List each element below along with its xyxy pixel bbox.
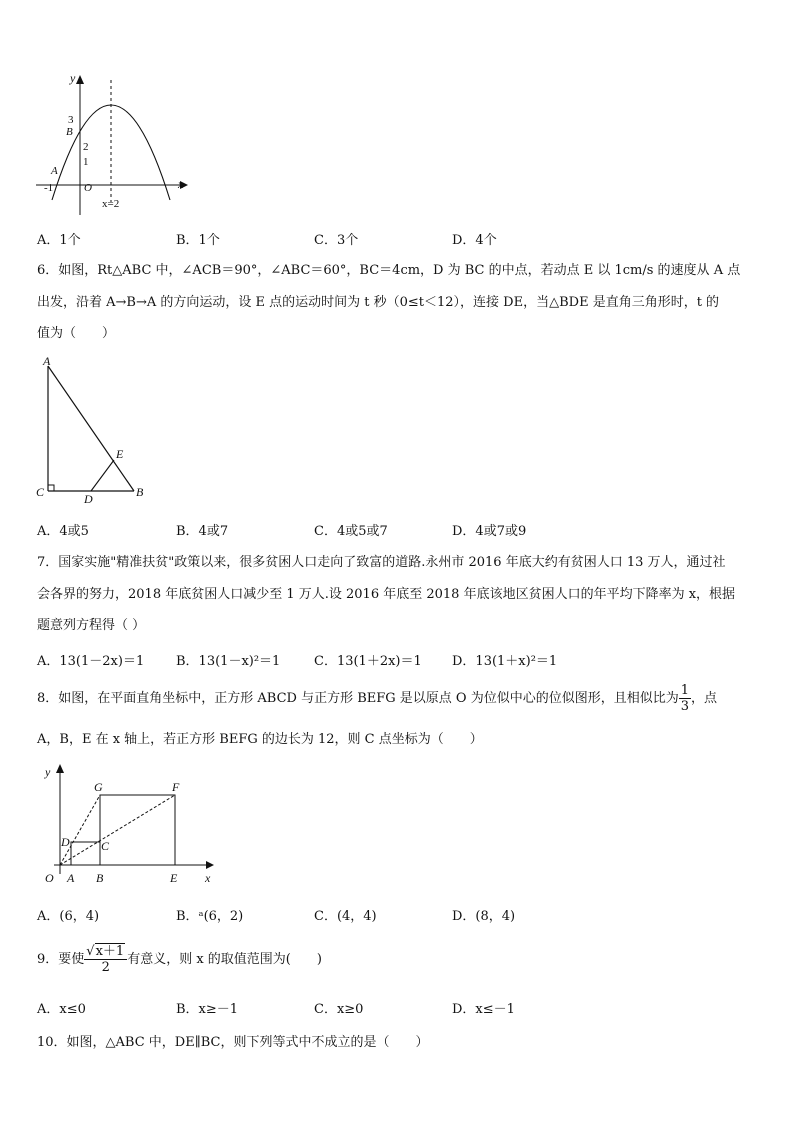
x-axis-arrow (206, 861, 214, 869)
sqrt-fraction (84, 944, 127, 975)
q6-stem-line2: 出发，沿着 A→B→A 的方向运动，设 E 点的运动时间为 t 秒（0≤t＜12），连接 DE，当△BDE 是直角三角形时，t 的 (37, 295, 720, 310)
q8-stem-line1 (37, 683, 717, 715)
q8-squares-figure (40, 760, 225, 890)
q6-option-d[interactable]: D．4或7或9 (452, 524, 527, 539)
q9-option-c[interactable]: C．x≥0 (314, 1002, 364, 1017)
similarity-ratio-fraction (679, 683, 691, 714)
q5-option-c[interactable]: C．3个 (314, 233, 359, 248)
radicand: x＋1 (95, 944, 125, 959)
vertex-A: A (43, 354, 51, 368)
point-A-label: A (51, 165, 58, 177)
y-axis-label: y (45, 765, 51, 779)
y-axis-label: y (70, 71, 76, 85)
x-axis-label: x (205, 871, 211, 885)
symmetry-axis-label: x=2 (102, 198, 120, 210)
vertex-E: E (116, 447, 124, 461)
origin-O: O (45, 871, 54, 885)
q8-stem-line1-post: ，点 (691, 691, 718, 706)
tick-3: 3 (68, 114, 74, 126)
vertex-G: G (94, 780, 103, 794)
fraction-denominator: 2 (101, 960, 110, 975)
vertex-A: A (67, 871, 75, 885)
tick-2: 2 (83, 141, 89, 153)
q9-option-d[interactable]: D．x≤－1 (452, 1002, 515, 1017)
q9-option-b[interactable]: B．x≥－1 (176, 1002, 239, 1017)
origin-label: O (84, 182, 92, 194)
q9-stem-post: 有意义，则 x 的取值范围为( ) (127, 952, 322, 967)
ratio-denominator: 3 (680, 699, 690, 714)
q5-parabola-figure (30, 70, 200, 220)
q9-stem (37, 942, 322, 978)
ratio-numerator: 1 (680, 683, 690, 698)
q6-triangle-figure (30, 352, 160, 507)
q7-stem-line1: 7．国家实施"精准扶贫"政策以来，很多贫困人口走向了致富的道路.永州市 2016 年底大约有贫困人口 13 万人，通过社 (37, 555, 726, 570)
vertex-D: D (61, 835, 70, 849)
vertex-C: C (101, 839, 110, 853)
square-ABCD (71, 842, 100, 865)
q5-option-a[interactable]: A．1个 (37, 233, 81, 248)
vertex-C: C (36, 485, 45, 499)
vertex-B: B (96, 871, 104, 885)
q9-stem-pre: 9．要使 (37, 952, 85, 967)
q7-option-a[interactable]: A．13(1－2x)＝1 (37, 654, 145, 669)
vertex-B: B (136, 485, 144, 499)
q8-option-c[interactable]: C．(4，4) (314, 909, 377, 924)
q7-option-c[interactable]: C．13(1＋2x)＝1 (314, 654, 422, 669)
q8-option-b[interactable]: B．ᵃ(6，2) (176, 909, 244, 924)
q7-option-b[interactable]: B．13(1－x)²＝1 (176, 654, 281, 669)
vertex-F: F (172, 780, 180, 794)
q5-option-b[interactable]: B．1个 (176, 233, 220, 248)
q8-option-a[interactable]: A．(6，4) (37, 909, 100, 924)
q8-option-d[interactable]: D．(8，4) (452, 909, 516, 924)
tick-1: 1 (83, 156, 89, 168)
q10-stem-line1: 10．如图，△ABC 中，DE∥BC，则下列等式中不成立的是（ ） (37, 1035, 429, 1050)
point-B-label: B (66, 126, 73, 138)
q6-option-b[interactable]: B．4或7 (176, 524, 229, 539)
right-angle-mark (48, 485, 54, 491)
vertex-D: D (84, 492, 93, 506)
q8-stem-line2: A，B，E 在 x 轴上，若正方形 BEFG 的边长为 12，则 C 点坐标为（ ） (37, 732, 483, 747)
q6-option-c[interactable]: C．4或5或7 (314, 524, 388, 539)
q6-stem-line1: 6．如图，Rt△ABC 中，∠ACB＝90°，∠ABC＝60°，BC＝4cm，D 为 BC 的中点，若动点 E 以 1cm/s 的速度从 A 点 (37, 263, 741, 278)
q7-option-d[interactable]: D．13(1＋x)²＝1 (452, 654, 558, 669)
sqrt-numerator: √x＋1 (84, 944, 127, 960)
ray-OG (60, 795, 100, 865)
q6-stem-line3: 值为（ ） (37, 326, 116, 341)
q8-stem-line1-pre: 8．如图，在平面直角坐标中，正方形 ABCD 与正方形 BEFG 是以原点 O 为位似中心的位似图形，且相似比为 (37, 691, 679, 706)
vertex-E: E (170, 871, 178, 885)
side-AB (48, 366, 134, 491)
tick-neg1: -1 (44, 182, 54, 194)
square-BEFG (100, 795, 175, 865)
q6-option-a[interactable]: A．4或5 (37, 524, 89, 539)
y-axis-arrow (76, 75, 84, 84)
x-axis-label: x (178, 177, 184, 191)
y-axis-arrow (56, 764, 64, 773)
q5-option-d[interactable]: D．4个 (452, 233, 497, 248)
ray-OF (60, 795, 175, 865)
segment-DE (91, 460, 114, 491)
q9-option-a[interactable]: A．x≤0 (37, 1002, 86, 1017)
q7-stem-line3: 题意列方程得（ ） (37, 618, 146, 633)
q7-stem-line2: 会各界的努力，2018 年底贫困人口减少至 1 万人.设 2016 年底至 2018 年底该地区贫困人口的年平均下降率为 x，根据 (37, 587, 736, 602)
